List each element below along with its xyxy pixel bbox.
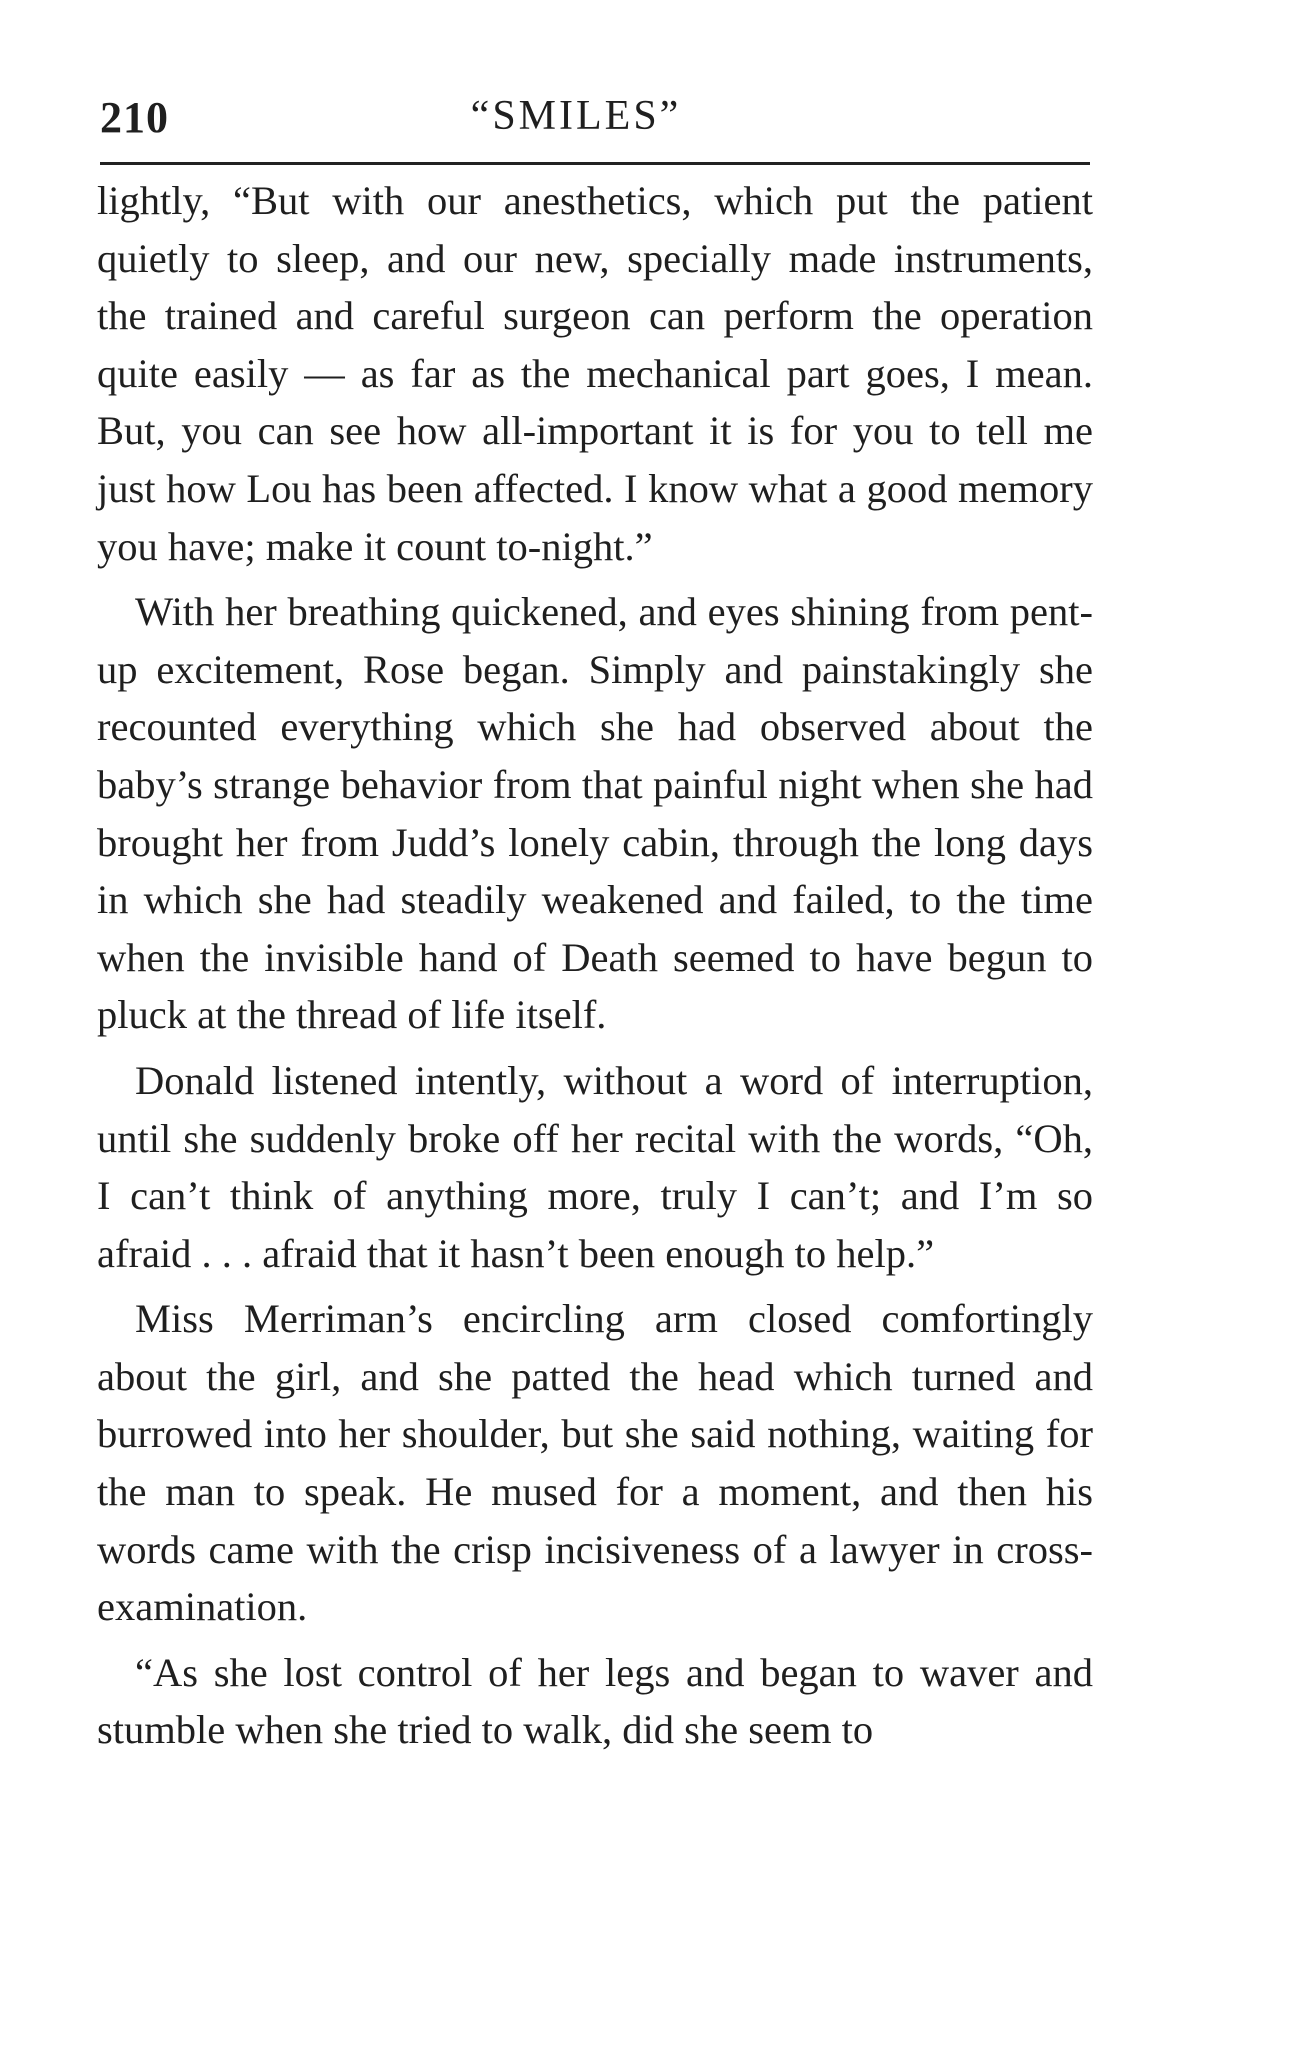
paragraph: lightly, “But with our anesthetics, which put the patient quietly to sleep, and our new, specially made instruments, the trained and careful surgeon can perform the operation quite easily — as far as the mechanical part goes, I mean. But, you can see how all-important it is for you to tell me just how Lou has been affected. I know what a good memory you have; make it count to-night.” <box>97 178 1093 569</box>
paragraph: Donald listened intently, without a word of interruption, until she suddenly broke off her recital with the words, “Oh, I can’t think of anything more, truly I can’t; and I’m so afraid . . . afraid that it hasn’t been enough to help.” <box>97 1057 1093 1276</box>
page-number: 210 <box>100 93 169 142</box>
body-text <box>97 172 1093 1767</box>
page-header <box>100 92 1092 152</box>
paragraph: Miss Merriman’s encircling arm closed comfortingly about the girl, and she patted the head which turned and burrowed into her shoulder, but she said nothing, waiting for the man to speak. He mused for a moment, and then his words came with the crisp incisiveness of a lawyer in cross-examination. <box>97 1296 1093 1630</box>
paragraph: “As she lost control of her legs and began to waver and stumble when she tried to walk, did she seem to <box>97 1649 1093 1753</box>
paragraph: With her breathing quickened, and eyes shining from pent-up excitement, Rose began. Simply and painstakingly she recounted everything which she had observed about the baby’s strange behavior from that painful night when she had brought her from Judd’s lonely cabin, through the long days in which she had steadily weakened and failed, to the time when the invisible hand of Death seemed to have begun to pluck at the thread of life itself. <box>97 589 1093 1038</box>
running-title: “SMILES” <box>470 93 682 139</box>
header-rule <box>100 162 1090 165</box>
